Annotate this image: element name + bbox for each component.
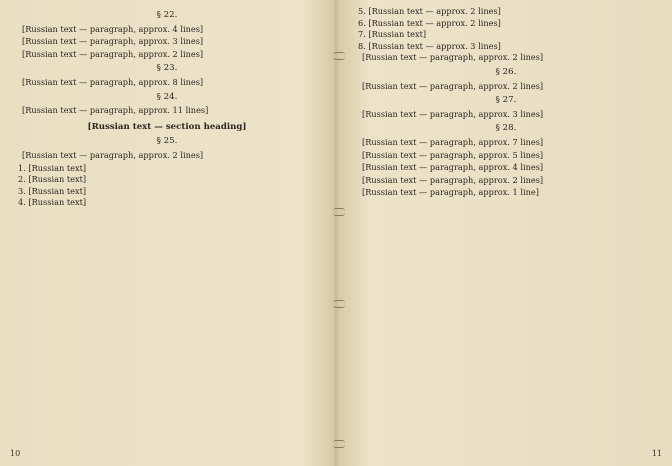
page-number: 10 [10, 449, 21, 459]
paragraph: [Russian text — paragraph, approx. 2 lines] [22, 149, 204, 160]
section-24-title: § 24. [156, 91, 178, 102]
command-item: 3. [Russian text] [18, 185, 87, 196]
binding-stitch [333, 208, 345, 216]
binding-stitch [333, 440, 345, 448]
paragraph: [Russian text — paragraph, approx. 4 lines] [362, 162, 544, 173]
section-25-title: § 25. [156, 136, 178, 147]
paragraph: [Russian text — paragraph, approx. 7 lines] [362, 136, 544, 147]
paragraph: [Russian text — paragraph, approx. 4 lines] [22, 23, 204, 34]
paragraph: [Russian text — paragraph, approx. 5 lines] [362, 149, 544, 160]
section-22-title: § 22. [156, 10, 178, 20]
paragraph: [Russian text — paragraph, approx. 2 lines] [22, 48, 204, 59]
section-23-title: § 23. [156, 63, 178, 74]
page-number: 11 [651, 449, 662, 459]
command-item: 8. [Russian text — approx. 3 lines] [358, 40, 501, 51]
paragraph: [Russian text — paragraph, approx. 1 line] [362, 187, 539, 198]
paragraph: [Russian text — paragraph, approx. 3 lines] [362, 108, 544, 119]
section-27-title: § 27. [495, 95, 517, 106]
paragraph: [Russian text — paragraph, approx. 11 lines] [22, 105, 209, 116]
right-page [348, 6, 664, 460]
binding-stitch [333, 52, 345, 60]
paragraph: [Russian text — paragraph, approx. 2 lines] [362, 80, 544, 91]
chapter-heading: [Russian text — section heading] [87, 121, 247, 132]
paragraph: [Russian text — paragraph, approx. 2 lines] [362, 52, 544, 63]
left-page [8, 6, 326, 460]
paragraph: [Russian text — paragraph, approx. 2 lines] [362, 174, 544, 185]
section-28-title: § 28. [495, 123, 517, 134]
command-item: 7. [Russian text] [358, 29, 427, 40]
command-item: 1. [Russian text] [18, 162, 87, 173]
command-item: 5. [Russian text — approx. 2 lines] [358, 6, 501, 16]
command-item: 6. [Russian text — approx. 2 lines] [358, 17, 501, 28]
paragraph: [Russian text — paragraph, approx. 3 lines] [22, 36, 204, 47]
command-item: 2. [Russian text] [18, 174, 87, 185]
command-item: 4. [Russian text] [18, 197, 87, 208]
binding-stitch [333, 300, 345, 308]
section-26-title: § 26. [495, 66, 517, 77]
paragraph: [Russian text — paragraph, approx. 8 lines] [22, 76, 204, 87]
